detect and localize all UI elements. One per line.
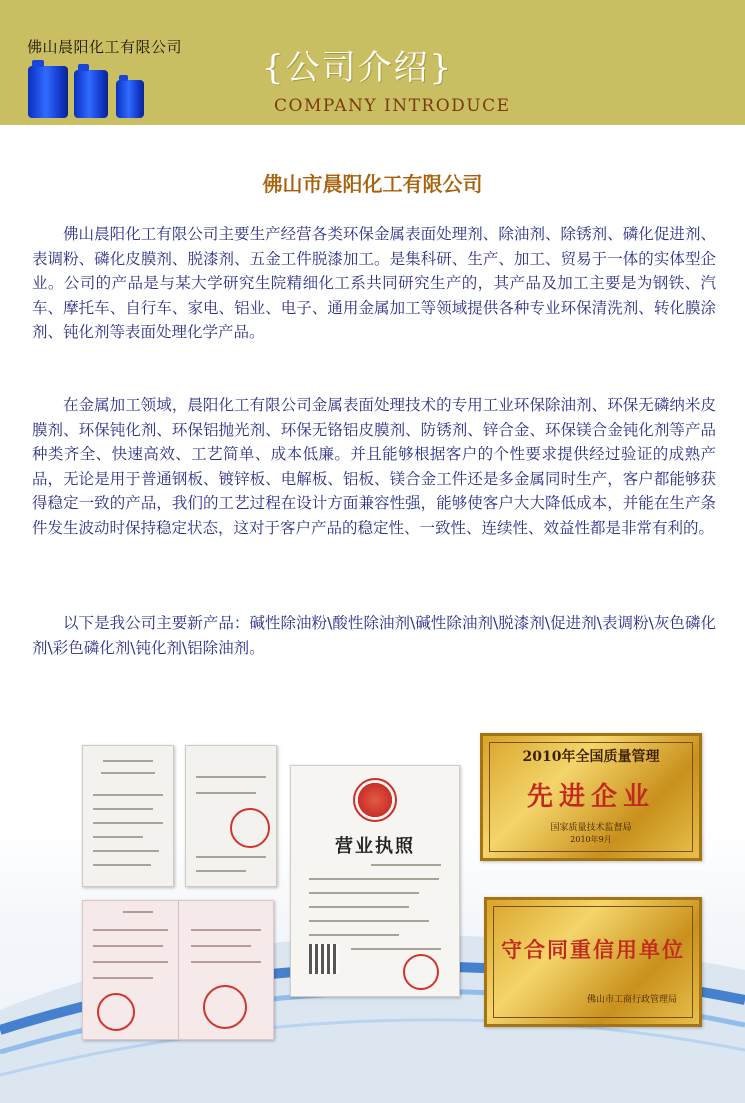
- drum-icon: [116, 80, 144, 118]
- award-plaque-quality: [480, 733, 702, 861]
- intro-paragraph-3: 以下是我公司主要新产品：碱性除油粉\酸性除油剂\碱性除油剂\脱漆剂\促进剂\表调粉\灰色磷化剂\彩色磷化剂\钝化剂\铝除油剂。: [32, 614, 716, 657]
- section-title: {公司介绍}: [262, 48, 454, 88]
- drum-icon: [28, 66, 68, 118]
- intro-paragraph-2: 在金属加工领域，晨阳化工有限公司金属表面处理技术的专用工业环保除油剂、环保无磷纳米皮膜剂、环保钝化剂、环保铝抛光剂、环保无铬铝皮膜剂、防锈剂、锌合金、环保镁合金钝化剂等产品种类齐全、快速高效、工艺简单、成本低廉。并且能够根据客户的个性要求提供经过验证的成熟产品，无论是用于普通钢板、镀锌板、电解板、铝板、镁合金工件还是多金属同时生产，客户都能够获得稳定一致的产品，我们的工艺过程在设计方面兼容性强，能够使客户大大降低成本，并能在生产条件发生波动时保持稳定状态，这对于客户产品的稳定性、一致性、连续性、效益性都是非常有利的。: [32, 396, 716, 537]
- plaque-credit-line2: 佛山市工商行政管理局: [586, 995, 677, 1005]
- plaque-quality-line3: 国家质量技术监督局: [550, 823, 632, 833]
- brand-name: 佛山晨阳化工有限公司: [27, 38, 183, 56]
- certificate-organization-code-copy: [185, 745, 277, 887]
- plaque-quality-line1: 2010年全国质量管理: [522, 749, 660, 765]
- drum-icon: [74, 70, 108, 118]
- award-plaque-credit: [484, 897, 702, 1027]
- certificate-organization-code: [82, 745, 174, 887]
- company-name: 佛山市晨阳化工有限公司: [262, 172, 483, 196]
- section-subtitle: COMPANY INTRODUCE: [274, 96, 511, 116]
- plaque-quality-line2: 先进企业: [526, 782, 655, 812]
- qr-code-icon: [309, 944, 339, 974]
- plaque-quality-line4: 2010年9月: [570, 835, 612, 844]
- national-emblem-icon: [353, 778, 397, 822]
- intro-paragraph-1: 佛山晨阳化工有限公司主要生产经营各类环保金属表面处理剂、除油剂、除锈剂、磷化促进剂、表调粉、磷化皮膜剂、脱漆剂、五金工件脱漆加工。是集科研、生产、加工、贸易于一体的实体型企业。公司的产品是与某大学研究生院精细化工系共同研究生产的，其产品及加工主要是为钢铁、汽车、摩托车、自行车、家电、铝业、电子、通用金属加工等领域提供各种专业环保清洗剂、转化膜涂剂、钝化剂等表面处理化学产品。: [32, 225, 716, 341]
- business-license: [290, 765, 460, 997]
- header-banner: [0, 0, 745, 125]
- plaque-credit-line1: 守合同重信用单位: [501, 937, 685, 962]
- license-title: 营业执照: [335, 836, 415, 857]
- certificate-tax-registration: [82, 900, 274, 1040]
